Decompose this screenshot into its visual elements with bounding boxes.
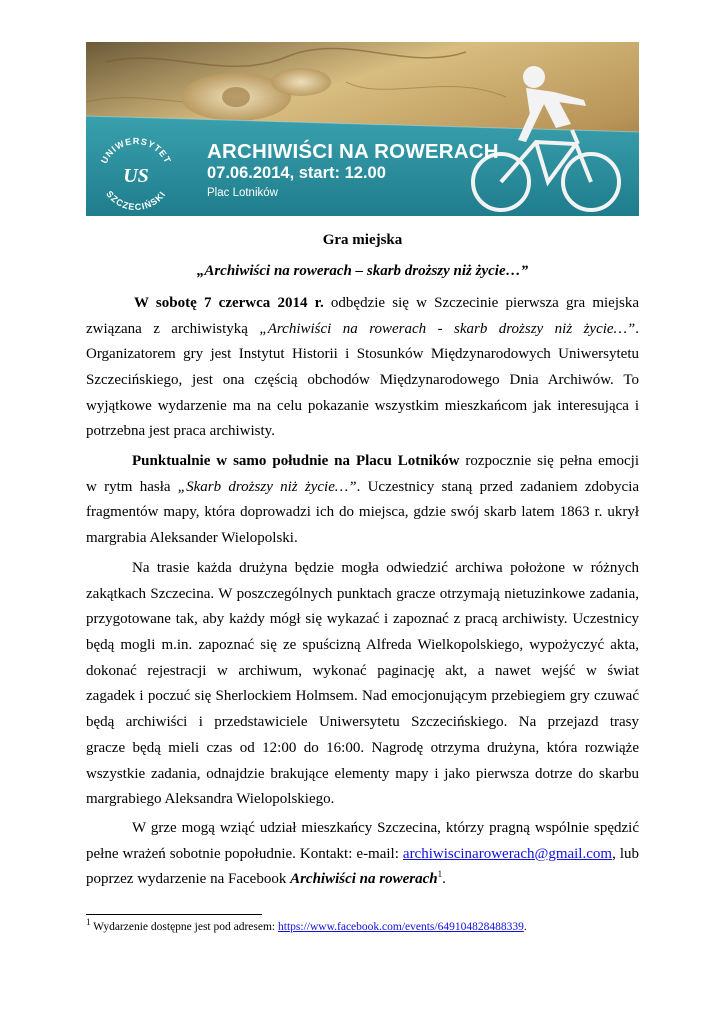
paragraph-line: gracze będą mieli czas od 12:00 do 16:00. Nagrodę otrzyma drużyna, która rozwiąże xyxy=(86,739,639,756)
paragraph-line: Szczecińskiego, jest ona częścią obchodów Międzynarodowego Dnia Archiwów. To xyxy=(86,372,639,389)
paragraph-line: potrzebna jest praca archiwisty. xyxy=(86,423,275,440)
banner-date: 07.06.2014, start: 12.00 xyxy=(207,164,386,182)
page-subtitle: „Archiwiści na rowerach – skarb droższy niż życie…” xyxy=(196,263,529,279)
paragraph-4 xyxy=(86,816,639,893)
svg-text:SZCZECIŃSKI: SZCZECIŃSKI xyxy=(104,188,168,213)
university-logo xyxy=(86,116,186,216)
paragraph-line: związana z archiwistyką „Archiwiści na rowerach - skarb droższy niż życie…”. xyxy=(86,320,639,337)
paragraph-line: w rytm hasła „Skarb droższy niż życie…”. Uczestnicy staną przed zadaniem zdobycia xyxy=(86,478,639,495)
banner-place: Plac Lotników xyxy=(207,187,278,199)
paragraph-line: margrabiego Aleksandra Wielopolskiego. xyxy=(86,791,335,808)
svg-text:UNIWERSYTET: UNIWERSYTET xyxy=(98,135,174,166)
paragraph-line: Na trasie każda drużyna będzie mogła odwiedzić archiwa położone w różnych xyxy=(132,560,639,576)
paragraph-line: wszystkie zadania, odnajdzie brakujące elementy mapy i jako pierwsza dotrze do skarbu xyxy=(86,765,639,782)
paragraph-line: poprzez wydarzenie na Facebook Archiwiści na rowerach$^1$. xyxy=(86,869,446,888)
paragraph-line: fragmentów mapy, która doprowadzi ich do miejsca, gdzie swój skarb latem 1863 r. ukrył xyxy=(86,504,639,521)
footnote: $^1$ Wydarzenie dostępne jest pod adresem: https://www.facebook.com/events/649104828488339. xyxy=(86,917,527,933)
paragraph-line: przygotowane tak, aby każdy mógł się wykazać i zapoznać z pracą archiwisty. Uczestnicy xyxy=(86,611,639,628)
paragraph-2 xyxy=(86,449,639,552)
paragraph-line: Organizatorem gry jest Instytut Historii i Stosunków Międzynarodowych Uniwersytetu xyxy=(86,346,639,363)
paragraph-line: dokonać rejestracji w archiwum, wykonać paginację akt, a nawet wejść w świat xyxy=(86,662,639,679)
paragraph-line: margrabia Aleksander Wielopolski. xyxy=(86,530,298,547)
facebook-event-link[interactable]: https://www.facebook.com/events/649104828488339 xyxy=(278,921,524,933)
paragraph-line: będą archiwiści i przedstawiciele Uniwersytetu Szczecińskiego. Na przejazd trasy xyxy=(86,714,639,731)
page-title: Gra miejska xyxy=(322,232,403,248)
paragraph-line: W grze mogą wziąć udział mieszkańcy Szczecina, którzy pragną wspólnie spędzić xyxy=(132,820,639,836)
footnote-marker: 1 xyxy=(86,917,91,928)
paragraph-line: zakątkach Szczecina. W poszczególnych punktach gracze otrzymają nietuzinkowe zadania, xyxy=(86,585,639,602)
contact-email-link[interactable]: archiwiscinarowerach@gmail.com xyxy=(402,845,613,862)
paragraph-line: zagadek i poczuć się Sherlockiem Holmsem. Nad emocjonującym przebiegiem gry czuwać xyxy=(86,688,639,705)
paragraph-line: Punktualnie w samo południe na Placu Lotników rozpocznie się pełna emocji xyxy=(132,453,639,469)
paragraph-3 xyxy=(86,556,639,813)
paragraph-line: będą mogli m.in. zapoznać się ze spuścizną Alfreda Wielkopolskiego, wypożyczyć akta, xyxy=(86,637,639,654)
facebook-event-name: Archiwiści na rowerach xyxy=(290,871,438,888)
svg-text:US: US xyxy=(123,165,149,187)
paragraph-line: W sobotę 7 czerwca 2014 r. odbędzie się w Szczecinie pierwsza gra miejska xyxy=(134,295,639,311)
event-banner xyxy=(86,42,639,216)
paragraph-1 xyxy=(86,291,639,445)
paragraph-line: pełne wrażeń sobotnie popołudnie. Kontakt: e-mail: archiwiscinarowerach@gmail.com, lub xyxy=(86,845,639,862)
paragraph-line: wyjątkowe wydarzenie ma na celu pokazanie wszystkim mieszkańcom jak interesująca i xyxy=(86,397,639,414)
banner-title: ARCHIWIŚCI NA ROWERACH xyxy=(207,140,499,163)
footnote-reference[interactable]: 1 xyxy=(437,869,443,880)
footnote-divider xyxy=(86,914,262,915)
